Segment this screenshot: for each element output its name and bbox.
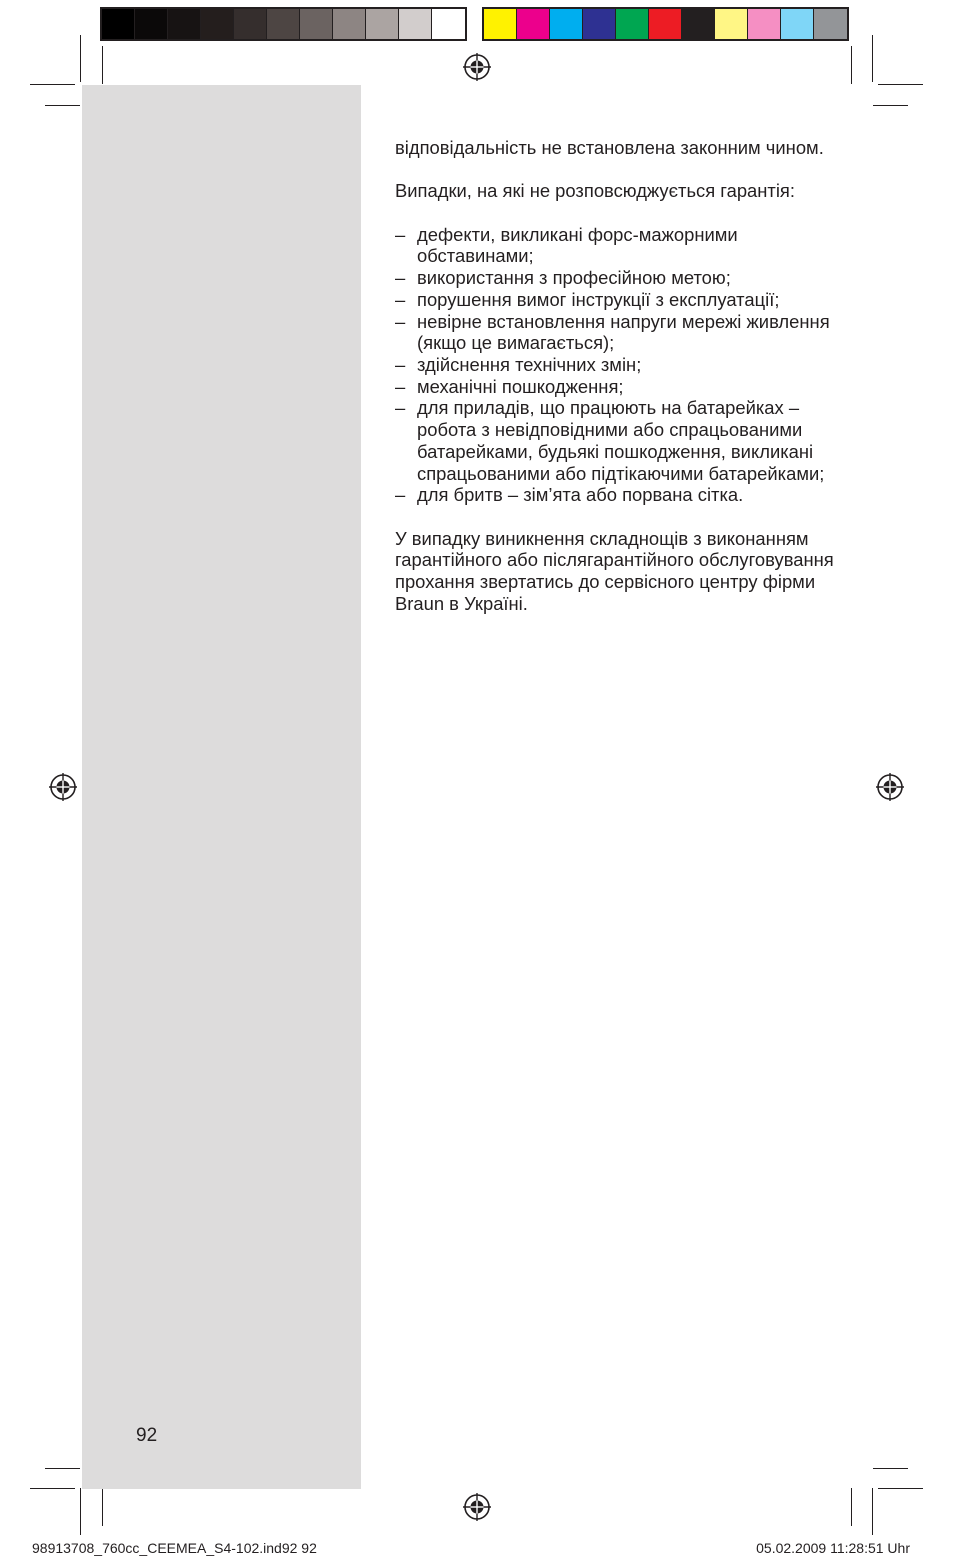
list-item: – невірне встановлення напруги мережі живлення (якщо це вимагається);	[395, 310, 830, 354]
process-swatch-10	[814, 9, 847, 39]
slug-filename: 98913708_760cc_CEEMEA_S4-102.ind92 92	[32, 1540, 317, 1556]
paragraph-service-center: У випадку виникнення складнощів з виконанням гарантійного або післягарантійного обслуговування прохання звертатись до сервісного центру фірми Braun в Україні.	[395, 527, 834, 614]
process-swatch-5	[649, 9, 682, 39]
gray-swatch-6	[300, 9, 333, 39]
process-swatch-4	[616, 9, 649, 39]
registration-mark-icon	[49, 773, 77, 801]
gray-swatch-2	[168, 9, 201, 39]
list-item: – порушення вимог інструкції з експлуатації;	[395, 288, 780, 310]
page-number: 92	[136, 1425, 158, 1446]
registration-mark-icon	[876, 773, 904, 801]
slug-datetime: 05.02.2009 11:28:51 Uhr	[756, 1540, 910, 1556]
process-swatch-9	[781, 9, 814, 39]
list-item: – здійснення технічних змін;	[395, 354, 642, 375]
list-item: – механічні пошкодження;	[395, 375, 624, 397]
process-swatch-8	[748, 9, 781, 39]
registration-mark-icon	[463, 1493, 491, 1521]
paragraph-liability: відповідальність не встановлена законним чином.	[395, 137, 824, 158]
gray-swatch-3	[201, 9, 234, 39]
list-item: – для бритв – зім’ята або порвана сітка.	[395, 484, 744, 506]
paragraph-exclusions-intro: Випадки, на які не розповсюджується гарантія:	[395, 180, 796, 202]
sidebar-panel	[82, 85, 361, 1489]
list-item: – дефекти, викликані форс-мажорними обставинами;	[395, 223, 738, 267]
process-swatch-0	[484, 9, 517, 39]
gray-swatch-9	[399, 9, 432, 39]
gray-swatch-10	[432, 9, 465, 39]
grayscale-color-bar	[100, 7, 467, 41]
gray-swatch-1	[135, 9, 168, 39]
process-swatch-7	[715, 9, 748, 39]
gray-swatch-0	[102, 9, 135, 39]
process-swatch-1	[517, 9, 550, 39]
list-item: – використання з професійною метою;	[395, 267, 731, 289]
gray-swatch-7	[333, 9, 366, 39]
gray-swatch-8	[366, 9, 399, 39]
process-color-bar	[482, 7, 849, 41]
list-item: – для приладів, що працюють на батарейках – робота з невідповідними або спрацьованими батарейками, будьякі пошкодження, викликані спрацьованими або підтікаючими батарейками;	[395, 397, 825, 484]
body-text	[395, 137, 835, 636]
gray-swatch-4	[234, 9, 267, 39]
exclusions-list	[395, 224, 835, 506]
gray-swatch-5	[267, 9, 300, 39]
process-swatch-3	[583, 9, 616, 39]
process-swatch-6	[682, 9, 715, 39]
registration-mark-icon	[463, 53, 491, 81]
process-swatch-2	[550, 9, 583, 39]
